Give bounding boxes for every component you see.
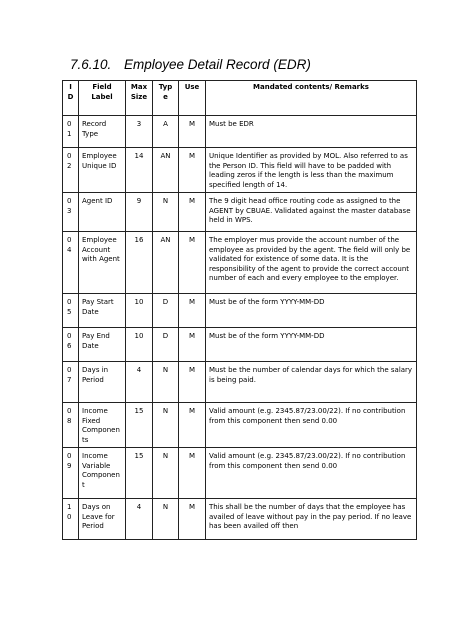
cell-use: M	[179, 232, 206, 294]
section-title: Employee Detail Record (EDR)	[124, 57, 311, 72]
cell-size: 16	[126, 232, 153, 294]
cell-remarks: The 9 digit head office routing code as assigned to the AGENT by CBUAE. Validated against the master database held in WPS.	[206, 193, 417, 232]
table-row	[63, 232, 417, 294]
cell-label: Days in Period	[79, 362, 126, 403]
cell-use: M	[179, 193, 206, 232]
table-row	[63, 499, 417, 540]
cell-label: Pay Start Date	[79, 294, 126, 328]
table-header-row	[63, 81, 417, 116]
cell-type: N	[153, 448, 179, 499]
cell-size: 9	[126, 193, 153, 232]
cell-use: M	[179, 448, 206, 499]
header-remarks: Mandated contents/ Remarks	[206, 81, 417, 116]
cell-remarks: The employer mus provide the account number of the employee as provided by the agent. The field will only be validated for existence of some data. It is the responsibility of the agent to provide the correct account number of each and every employee to the employer.	[206, 232, 417, 294]
cell-size: 15	[126, 403, 153, 448]
cell-remarks: Valid amount (e.g. 2345.87/23.00/22). If no contribution from this component then send 0.00	[206, 403, 417, 448]
cell-type: AN	[153, 148, 179, 193]
cell-id: 06	[63, 328, 79, 362]
cell-label: Days on Leave for Period	[79, 499, 126, 540]
cell-remarks: Must be the number of calendar days for which the salary is being paid.	[206, 362, 417, 403]
cell-type: D	[153, 294, 179, 328]
cell-use: M	[179, 148, 206, 193]
cell-remarks: Must be of the form YYYY-MM-DD	[206, 328, 417, 362]
cell-size: 14	[126, 148, 153, 193]
table-row	[63, 294, 417, 328]
cell-type: AN	[153, 232, 179, 294]
cell-use: M	[179, 294, 206, 328]
cell-label: Employee Account with Agent	[79, 232, 126, 294]
cell-remarks: This shall be the number of days that the employee has availed of leave without pay in the pay period. If no leave has been availed off then	[206, 499, 417, 540]
cell-type: N	[153, 403, 179, 448]
cell-type: N	[153, 193, 179, 232]
cell-remarks: Unique Identifier as provided by MOL. Also referred to as the Person ID. This field will have to be padded with leading zeros if the length is less than the maximum specified length of 14.	[206, 148, 417, 193]
cell-label: Income Fixed Components	[79, 403, 126, 448]
cell-size: 3	[126, 116, 153, 148]
cell-size: 4	[126, 362, 153, 403]
header-use: Use	[179, 81, 206, 116]
table-row	[63, 193, 417, 232]
cell-id: 01	[63, 116, 79, 148]
table-row	[63, 362, 417, 403]
cell-use: M	[179, 362, 206, 403]
header-max-size: Max Size	[126, 81, 153, 116]
cell-id: 09	[63, 448, 79, 499]
cell-label: Employee Unique ID	[79, 148, 126, 193]
cell-type: N	[153, 362, 179, 403]
table-row	[63, 148, 417, 193]
cell-label: Income Variable Component	[79, 448, 126, 499]
cell-use: M	[179, 328, 206, 362]
cell-use: M	[179, 116, 206, 148]
cell-use: M	[179, 403, 206, 448]
cell-id: 08	[63, 403, 79, 448]
header-field-label: Field Label	[79, 81, 126, 116]
cell-label: Record Type	[79, 116, 126, 148]
cell-label: Pay End Date	[79, 328, 126, 362]
cell-remarks: Must be EDR	[206, 116, 417, 148]
cell-use: M	[179, 499, 206, 540]
cell-id: 07	[63, 362, 79, 403]
cell-id: 04	[63, 232, 79, 294]
header-id: I D	[63, 81, 79, 116]
section-heading	[70, 57, 311, 72]
section-number: 7.6.10.	[70, 57, 112, 72]
cell-id: 05	[63, 294, 79, 328]
table-row	[63, 448, 417, 499]
cell-size: 4	[126, 499, 153, 540]
cell-size: 15	[126, 448, 153, 499]
cell-label: Agent ID	[79, 193, 126, 232]
cell-id: 02	[63, 148, 79, 193]
cell-size: 10	[126, 328, 153, 362]
cell-type: D	[153, 328, 179, 362]
cell-type: N	[153, 499, 179, 540]
header-type: Typ e	[153, 81, 179, 116]
cell-id: 10	[63, 499, 79, 540]
table-row	[63, 116, 417, 148]
cell-remarks: Must be of the form YYYY-MM-DD	[206, 294, 417, 328]
table-row	[63, 403, 417, 448]
cell-remarks: Valid amount (e.g. 2345.87/23.00/22). If no contribution from this component then send 0.00	[206, 448, 417, 499]
edr-table	[62, 80, 417, 540]
cell-size: 10	[126, 294, 153, 328]
table-row	[63, 328, 417, 362]
cell-id: 03	[63, 193, 79, 232]
cell-type: A	[153, 116, 179, 148]
